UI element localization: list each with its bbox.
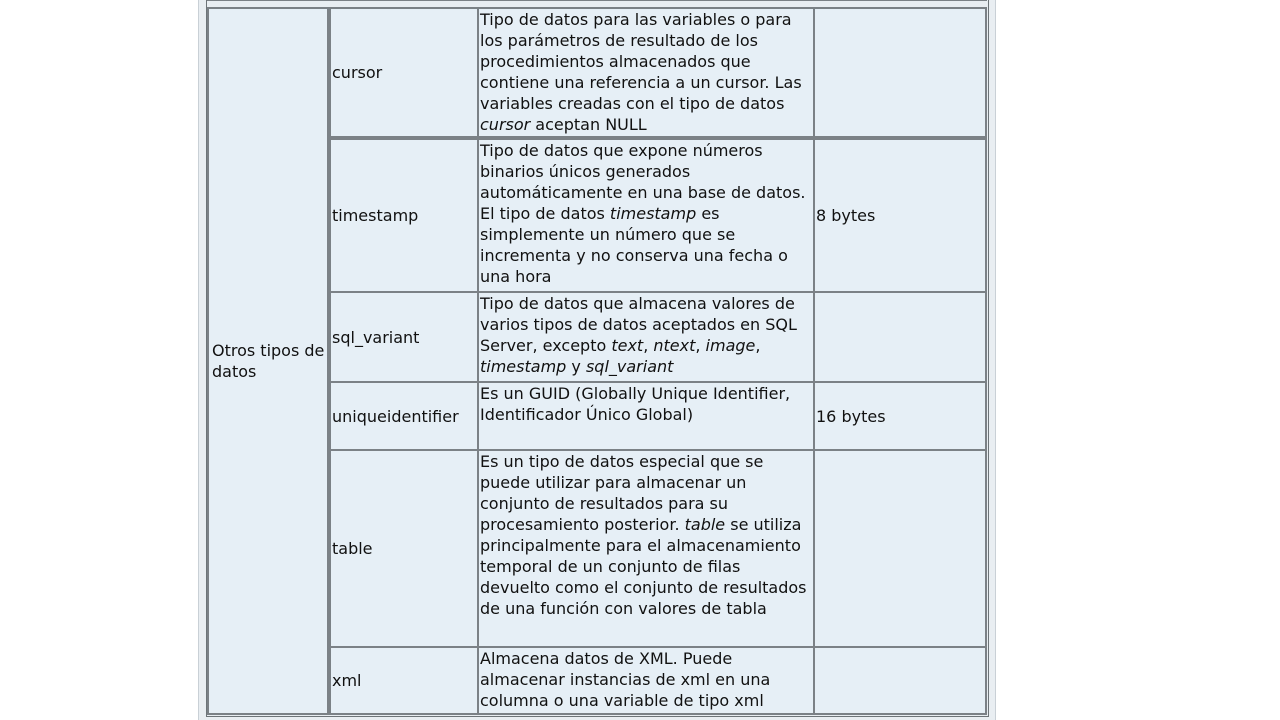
type-size: 16 bytes	[816, 406, 886, 426]
desc-part: Tipo de datos que expone números binarios únicos generados automáticamente en una base de datos. El tipo de datos	[480, 141, 806, 223]
desc-term: sql_variant	[585, 357, 674, 376]
type-description-cell	[477, 449, 815, 648]
desc-term: timestamp	[609, 204, 697, 223]
type-name-cell	[329, 291, 479, 383]
desc-term: text	[611, 336, 644, 355]
type-name-cell	[329, 381, 479, 451]
desc-term: table	[684, 515, 726, 534]
type-description: Almacena datos de XML. Puede almacenar instancias de xml en una columna o una variable de tipo xml	[480, 649, 771, 710]
type-size-cell	[813, 646, 987, 715]
desc-part: Es un tipo de datos especial que se puede utilizar para almacenar un conjunto de resultados para su procesamiento posterior.	[480, 452, 764, 534]
desc-term: cursor	[480, 115, 531, 134]
type-description-cell	[477, 381, 815, 451]
type-name-cell	[329, 7, 479, 138]
data-types-table	[206, 0, 989, 717]
type-name: table	[332, 539, 373, 558]
type-description	[480, 451, 813, 619]
desc-term: timestamp	[480, 357, 567, 376]
desc-part: aceptan NULL	[530, 115, 647, 134]
type-size-cell	[813, 291, 987, 383]
type-size-cell	[813, 381, 987, 451]
desc-part: Tipo de datos que almacena valores de varios tipos de datos aceptados en SQL Server, excepto	[480, 294, 797, 355]
desc-part: es simplemente un número que se incrementa y no conserva una fecha o una hora	[480, 204, 788, 286]
desc-part: ,	[695, 336, 706, 355]
group-label: Otros tipos de datos	[212, 341, 325, 381]
type-description: Es un GUID (Globally Unique Identifier, Identificador Único Global)	[480, 384, 791, 424]
type-size-cell	[813, 138, 987, 293]
desc-part: y	[566, 357, 586, 376]
type-description	[480, 9, 813, 135]
previous-row-remnant	[207, 0, 988, 5]
desc-part: ,	[643, 336, 654, 355]
type-description-cell	[477, 7, 815, 138]
type-name: sql_variant	[332, 327, 420, 347]
desc-part: ,	[755, 336, 761, 355]
desc-part: se utiliza principalmente para el almacenamiento temporal de un conjunto de filas devuelto como el conjunto de resultados de una función con valores de tabla	[480, 515, 807, 618]
type-name: xml	[332, 671, 362, 690]
desc-term: ntext	[653, 336, 696, 355]
type-size: 8 bytes	[816, 206, 876, 225]
type-name-cell	[329, 449, 479, 648]
type-name: cursor	[332, 63, 383, 82]
desc-term: image	[705, 336, 756, 355]
type-size-cell	[813, 449, 987, 648]
type-name: timestamp	[332, 206, 419, 225]
type-name: uniqueidentifier	[332, 406, 459, 426]
type-description-cell	[477, 646, 815, 715]
type-description-cell	[477, 291, 815, 383]
type-size-cell	[813, 7, 987, 138]
type-name-cell	[329, 138, 479, 293]
group-cell	[207, 7, 329, 715]
type-name-cell	[329, 646, 479, 715]
type-description	[480, 140, 813, 287]
desc-part: Tipo de datos para las variables o para los parámetros de resultado de los procedimientos almacenados que contiene una referencia a un cursor. Las variables creadas con el tipo de datos	[480, 10, 802, 113]
type-description-cell	[477, 138, 815, 293]
type-description	[480, 293, 813, 377]
